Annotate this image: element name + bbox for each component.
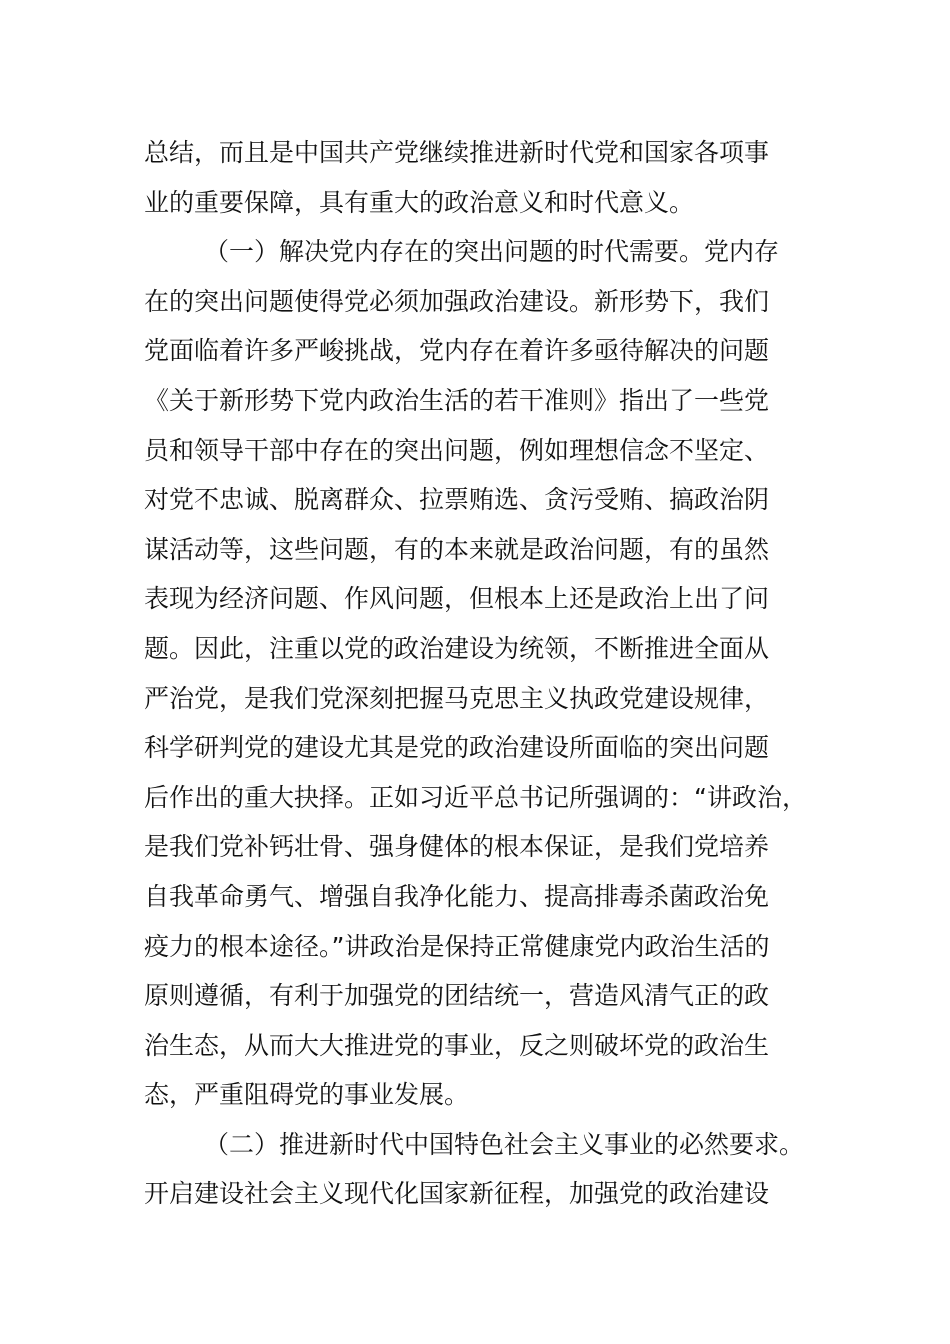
- text-line: 后作出的重大抉择。正如习近平总书记所强调的：“讲政治，: [144, 782, 807, 812]
- text-line: 态，严重阻碍党的事业发展。: [144, 1080, 470, 1110]
- text-line: 在的突出问题使得党必须加强政治建设。新形势下，我们: [144, 286, 770, 316]
- text-line: 是我们党补钙壮骨、强身健体的根本保证，是我们党培养: [144, 832, 770, 862]
- text-line: 表现为经济问题、作风问题，但根本上还是政治上出了问: [144, 584, 770, 614]
- text-line: 业的重要保障，具有重大的政治意义和时代意义。: [144, 187, 695, 217]
- text-line: 题。因此，注重以党的政治建设为统领，不断推进全面从: [144, 633, 770, 663]
- text-line: 总结，而且是中国共产党继续推进新时代党和国家各项事: [144, 138, 770, 167]
- text-line: 《关于新形势下党内政治生活的若干准则》指出了一些党: [144, 385, 770, 415]
- body-text: [144, 128, 844, 1219]
- text-line: 治生态，从而大大推进党的事业，反之则破坏党的政治生: [144, 1030, 770, 1060]
- text-line: 员和领导干部中存在的突出问题，例如理想信念不坚定、: [144, 435, 770, 465]
- text-line: 疫力的根本途径。”讲政治是保持正常健康党内政治生活的: [144, 931, 770, 961]
- text-line: 党面临着许多严峻挑战，党内存在着许多亟待解决的问题: [144, 336, 770, 366]
- text-line: 谋活动等，这些问题，有的本来就是政治问题，有的虽然: [144, 534, 770, 564]
- text-line: 严治党，是我们党深刻把握马克思主义执政党建设规律，: [144, 683, 770, 713]
- text-line: 原则遵循，有利于加强党的团结统一，营造风清气正的政: [144, 981, 770, 1011]
- text-line: 开启建设社会主义现代化国家新征程，加强党的政治建设: [144, 1179, 770, 1209]
- text-line: 对党不忠诚、脱离群众、拉票贿选、贪污受贿、搞政治阴: [144, 485, 770, 515]
- text-line: 科学研判党的建设尤其是党的政治建设所面临的突出问题: [144, 733, 770, 763]
- text-line: 自我革命勇气、增强自我净化能力、提高排毒杀菌政治免: [144, 881, 770, 911]
- section-heading-line: （二）推进新时代中国特色社会主义事业的必然要求。: [204, 1129, 805, 1159]
- section-heading-line: （一）解决党内存在的突出问题的时代需要。党内存: [204, 237, 780, 267]
